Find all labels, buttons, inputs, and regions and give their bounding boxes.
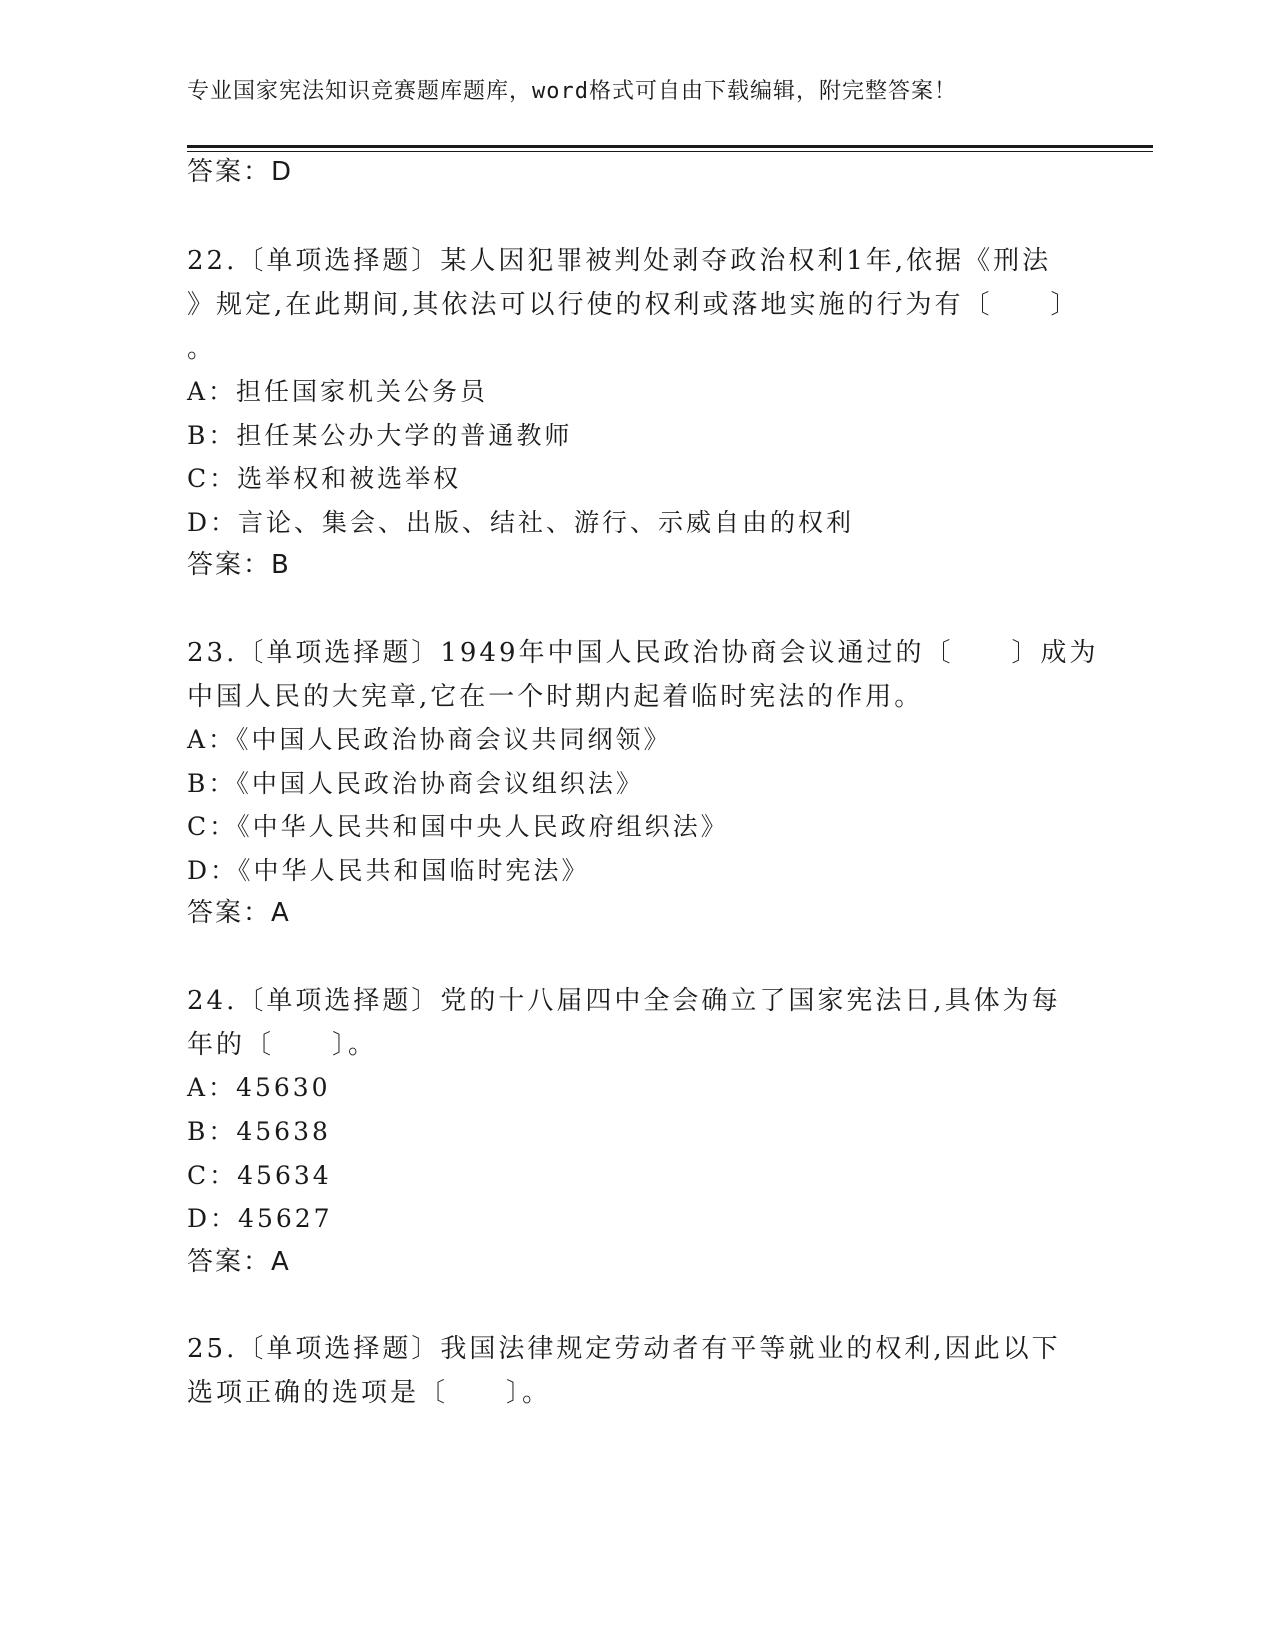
- question-24-option-c: C：45634: [187, 1161, 332, 1190]
- question-23-option-b: B：《中国人民政治协商会议组织法》: [187, 769, 644, 798]
- question-23-option-a: A：《中国人民政治协商会议共同纲领》: [187, 725, 672, 754]
- question-25-line-2: 选项正确的选项是〔 〕。: [187, 1378, 552, 1408]
- question-24-option-b: B：45638: [187, 1117, 331, 1146]
- question-23-answer: 答案：A: [187, 898, 291, 928]
- question-23-line-2: 中国人民的大宪章,它在一个时期内起着临时宪法的作用。: [187, 682, 924, 712]
- question-24-answer: 答案：A: [187, 1247, 291, 1277]
- question-22-line-1: 22.〔单项选择题〕某人因犯罪被判处剥夺政治权利1年,依据《刑法: [187, 246, 1052, 276]
- question-23-option-c: C：《中华人民共和国中央人民政府组织法》: [187, 812, 729, 841]
- question-22-line-2: 》规定,在此期间,其依法可以行使的权利或落地实施的行为有〔 〕: [187, 290, 1080, 320]
- page-header-title: 专业国家宪法知识竞赛题库题库，word格式可自由下载编辑，附完整答案！: [187, 79, 957, 104]
- question-24-option-d: D：45627: [187, 1204, 333, 1233]
- question-24-line-2: 年的〔 〕。: [187, 1030, 378, 1060]
- question-22-line-3: 。: [187, 334, 217, 364]
- question-22-option-b: B：担任某公办大学的普通教师: [187, 421, 573, 450]
- question-22-option-a: A：担任国家机关公务员: [187, 377, 489, 406]
- question-24-option-a: A：45630: [187, 1073, 331, 1102]
- question-23-line-1: 23.〔单项选择题〕1949年中国人民政治协商会议通过的〔 〕成为: [187, 638, 1099, 668]
- previous-answer: 答案：D: [187, 157, 294, 187]
- question-22-answer: 答案：B: [187, 550, 291, 580]
- question-23-option-d: D：《中华人民共和国临时宪法》: [187, 856, 590, 885]
- question-22-option-c: C：选举权和被选举权: [187, 464, 462, 493]
- question-22-option-d: D：言论、集会、出版、结社、游行、示威自由的权利: [187, 508, 855, 537]
- header-divider-thin: [187, 151, 1153, 152]
- question-24-line-1: 24.〔单项选择题〕党的十八届四中全会确立了国家宪法日,具体为每: [187, 986, 1061, 1016]
- header-divider-thick: [187, 145, 1153, 148]
- question-25-line-1: 25.〔单项选择题〕我国法律规定劳动者有平等就业的权利,因此以下: [187, 1334, 1061, 1364]
